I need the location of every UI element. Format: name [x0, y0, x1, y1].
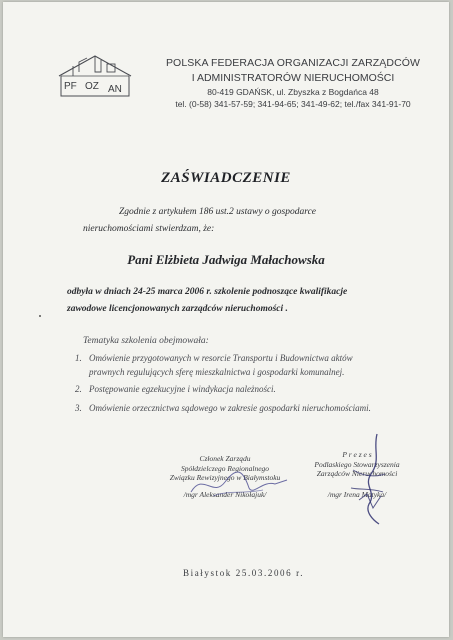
recipient-name: Pani Elżbieta Jadwiga Małachowska — [127, 252, 325, 267]
place-and-date: Białystok 25.03.2006 r. — [183, 568, 305, 578]
intro-line-2: nieruchomościami stwierdzam, że: — [83, 224, 215, 234]
signature-right-line1: P r e z e s — [342, 450, 372, 459]
org-address: 80-419 GDAŃSK, ul. Zbyszka z Bogdańca 48 — [207, 87, 379, 97]
topic-number: 2. — [75, 384, 82, 394]
topic-item-2 — [75, 384, 276, 394]
handwritten-signature-right — [333, 430, 393, 526]
logo-text-left: PF — [64, 81, 77, 92]
signature-left-line3: Związku Rewizyjnego w Białymstoku — [169, 473, 281, 482]
org-name-line1: POLSKA FEDERACJA ORGANIZACJI ZARZĄDCÓW — [165, 57, 421, 69]
topic-item-1-continued: prawnych regulujących sferę mieszkalnictwa i gospodarki komunalnej. — [89, 367, 345, 377]
topic-item-3 — [75, 403, 371, 413]
signature-right-line3: Zarządców Nieruchomości — [316, 469, 398, 478]
intro-line-1: Zgodnie z artykułem 186 ust.2 ustawy o gospodarce — [119, 207, 317, 217]
org-phone: tel. (0-58) 341-57-59; 341-94-65; 341-49-62; tel./fax 341-91-70 — [175, 99, 411, 109]
topics-heading: Tematyka szkolenia obejmowała: — [83, 336, 209, 346]
signature-left-line2: Spółdzielczego Regionalnego — [180, 463, 270, 473]
signature-left-line1: Członek Zarządu — [199, 454, 251, 463]
logo-text-mid: OZ — [85, 81, 99, 92]
margin-dot — [39, 315, 41, 317]
body-line-1: odbyła w dniach 24-25 marca 2006 r. szkolenie podnoszące kwalifikacje — [67, 287, 348, 297]
document-title: ZAŚWIADCZENIE — [161, 170, 291, 186]
pfozan-logo — [55, 52, 135, 100]
topic-text: Omówienie przygotowanych w resorcie Transportu i Budownictwa aktów — [89, 353, 353, 363]
topic-number: 3. — [75, 403, 82, 413]
signatory-name-right: /mgr Irena Matyka/ — [327, 490, 387, 499]
topic-text: Postępowanie egzekucyjne i windykacja należności. — [89, 384, 276, 394]
org-name-line2: I ADMINISTRATORÓW NIERUCHOMOŚCI — [191, 72, 395, 84]
signatory-name-left: /mgr Aleksander Nikołajuk/ — [183, 490, 267, 499]
certificate-page — [3, 2, 449, 637]
topic-text: Omówienie orzecznictwa sądowego w zakresie gospodarki nieruchomościami. — [89, 403, 371, 413]
body-line-2: zawodowe licencjonowanych zarządców nieruchomości . — [67, 304, 288, 314]
logo-text-right: AN — [108, 84, 122, 95]
letterhead — [3, 2, 449, 122]
topic-number: 1. — [75, 353, 82, 363]
handwritten-signature-left — [183, 462, 293, 502]
signature-right-line2: Podlaskiego Stowarzyszenia — [314, 459, 400, 469]
topic-item-1 — [75, 353, 353, 363]
